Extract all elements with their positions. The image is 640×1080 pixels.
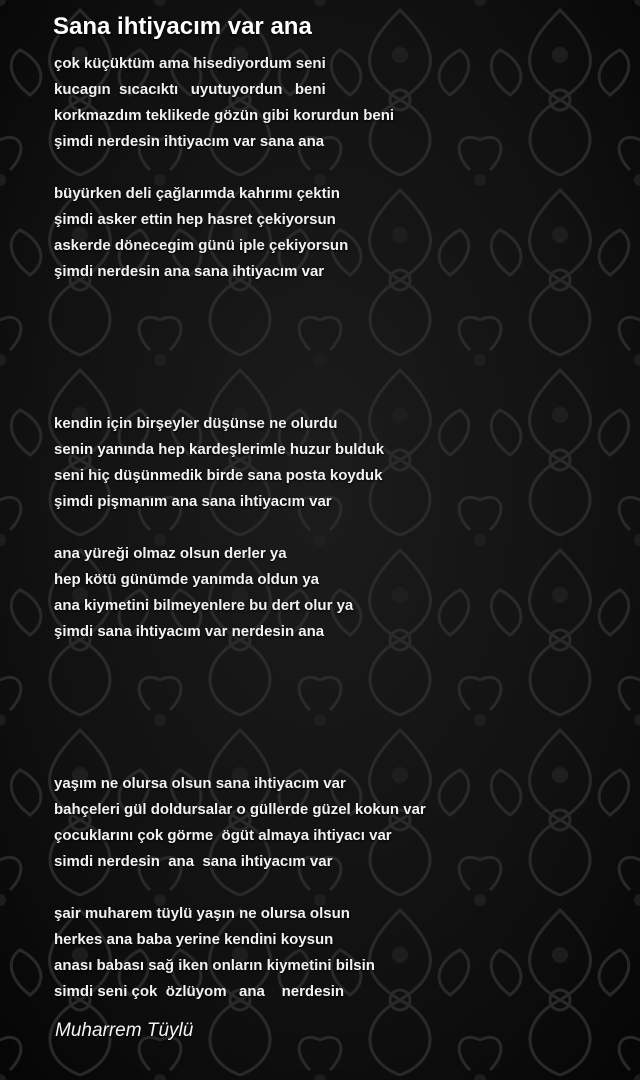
poem-line: seni hiç düşünmedik birde sana posta koyduk xyxy=(54,467,383,484)
poem-title: Sana ihtiyacım var ana xyxy=(53,13,312,40)
poem-line: şimdi sana ihtiyacım var nerdesin ana xyxy=(54,623,325,640)
stanza xyxy=(54,771,614,875)
poem-line: simdi seni çok özlüyom ana nerdesin xyxy=(54,983,345,1000)
poem-line: hep kötü günümde yanımda oldun ya xyxy=(54,571,320,588)
stanza xyxy=(54,901,614,1005)
poem-line: ana kiymetini bilmeyenlere bu dert olur ya xyxy=(54,597,354,614)
poem-line: şimdi asker ettin hep hasret çekiyorsun xyxy=(54,211,336,228)
stanza xyxy=(54,411,614,515)
stanza xyxy=(54,181,614,285)
poem-line: büyürken deli çağlarımda kahrımı çektin xyxy=(54,185,340,202)
poem-line: şimdi pişmanım ana sana ihtiyacım var xyxy=(54,493,332,510)
poem-line: anası babası sağ iken onların kiymetini bilsin xyxy=(54,957,375,974)
poem-line: çok küçüktüm ama hisediyordum seni xyxy=(54,55,326,72)
poem-line: şimdi nerdesin ana sana ihtiyacım var xyxy=(54,263,325,280)
poem-author: Muharrem Tüylü xyxy=(55,1020,194,1041)
stanza xyxy=(54,51,614,155)
poem-line: şimdi nerdesin ihtiyacım var sana ana xyxy=(54,133,325,150)
poem-line: senin yanında hep kardeşlerimle huzur bulduk xyxy=(54,441,385,458)
poem-line: şair muharem tüylü yaşın ne olursa olsun xyxy=(54,905,350,922)
poem-line: ana yüreği olmaz olsun derler ya xyxy=(54,545,287,562)
poem-line: çocuklarını çok görme ögüt almaya ihtiyacı var xyxy=(54,827,392,844)
poem-line: yaşım ne olursa olsun sana ihtiyacım var xyxy=(54,775,346,792)
poem-line: herkes ana baba yerine kendini koysun xyxy=(54,931,334,948)
poem-line: askerde dönecegim günü iple çekiyorsun xyxy=(54,237,349,254)
poem-line: kucagın sıcacıktı uyutuyordun beni xyxy=(54,81,326,98)
poem-line: kendin için birşeyler düşünse ne olurdu xyxy=(54,415,338,432)
stanza xyxy=(54,541,614,645)
poem-line: simdi nerdesin ana sana ihtiyacım var xyxy=(54,853,333,870)
poem-line: bahçeleri gül doldursalar o güllerde güzel kokun var xyxy=(54,801,426,818)
poem-line: korkmazdım teklikede gözün gibi korurdun beni xyxy=(54,107,395,124)
